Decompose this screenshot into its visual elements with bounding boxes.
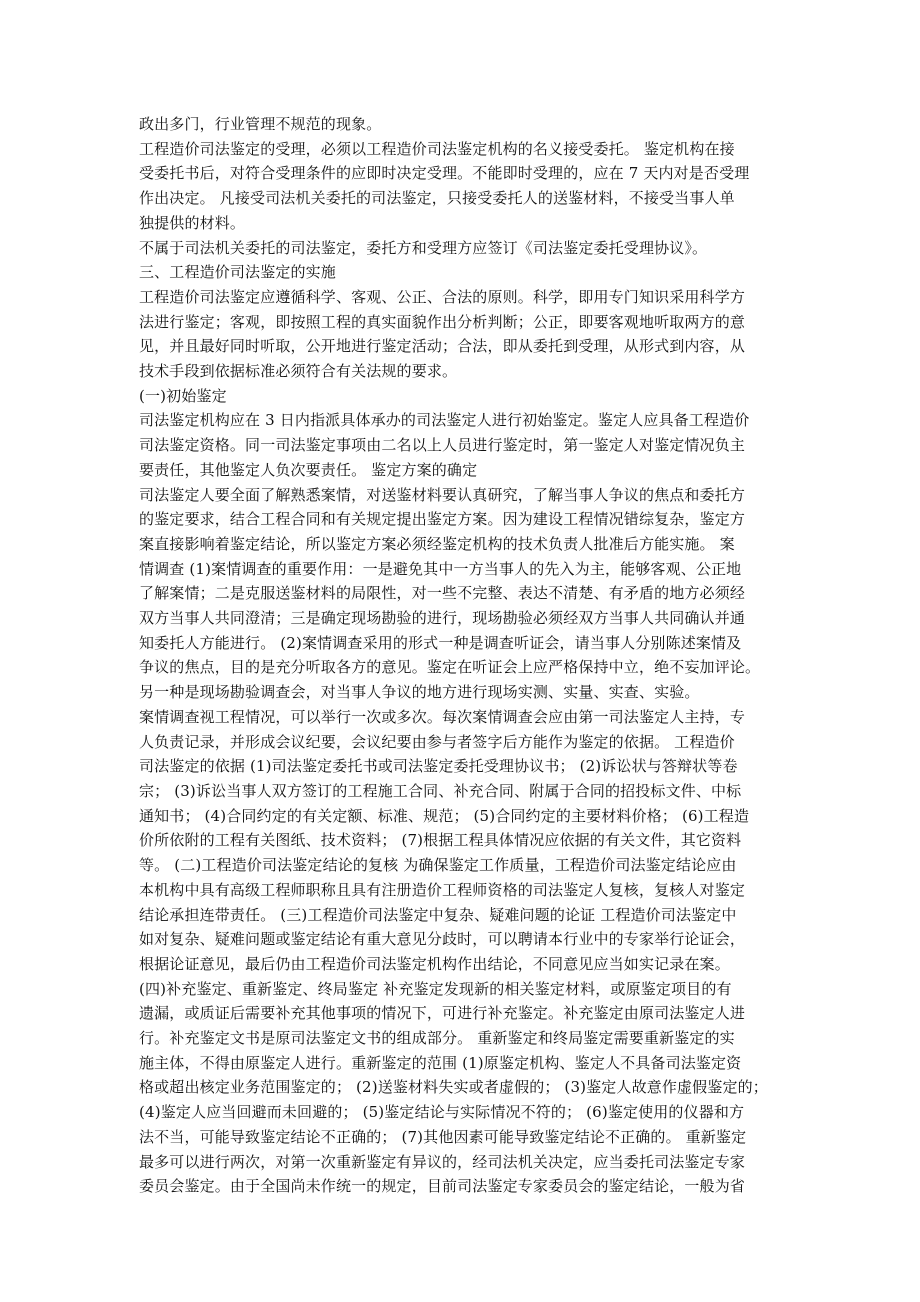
text-line: 遗漏，或质证后需要补充其他事项的情况下，可进行补充鉴定。补充鉴定由原司法鉴定人进 [139,1004,746,1023]
text-line: 工程造价司法鉴定应遵循科学、客观、公正、合法的原则。科学，即用专门知识采用科学方 [139,287,746,306]
text-line: 技术手段到依据标准必须符合有关法规的要求。 [139,362,458,381]
text-line: 工程造价司法鉴定的受理，必须以工程造价司法鉴定机构的名义接受委托。 鉴定机构在接 [139,139,735,158]
text-line: 最多可以进行两次，对第一次重新鉴定有异议的，经司法机关决定，应当委托司法鉴定专家 [139,1152,746,1171]
text-line: 不属于司法机关委托的司法鉴定，委托方和受理方应签订《司法鉴定委托受理协议》。 [139,238,708,257]
document-body [139,112,784,1199]
text-line: 另一种是现场勘验调查会，对当事人争议的地方进行现场实测、实量、实查、实验。 [139,683,700,702]
text-line: 知委托人方能进行。 (2)案情调查采用的形式一种是调查听证会，请当事人分别陈述案情及 [139,633,742,652]
text-line: (四)补充鉴定、重新鉴定、终局鉴定 补充鉴定发现新的相关鉴定材料，或原鉴定项目的有 [139,979,732,998]
text-line: 司法鉴定人要全面了解熟悉案情，对送鉴材料要认真研究，了解当事人争议的焦点和委托方 [139,485,746,504]
text-line: 司法鉴定的依据 (1)司法鉴定委托书或司法鉴定委托受理协议书； (2)诉讼状与答辩状等卷 [139,757,738,776]
text-line: 情调查 (1)案情调查的重要作用：一是避免其中一方当事人的先入为主，能够客观、公正地 [139,559,742,578]
text-line: 了解案情；二是克服送鉴材料的局限性，对一些不完整、表达不清楚、有矛盾的地方必须经 [139,584,746,603]
text-line: 法进行鉴定；客观，即按照工程的真实面貌作出分析判断；公正，即要客观地听取两方的意 [139,312,746,331]
text-line: 宗； (3)诉讼当事人双方签订的工程施工合同、补充合同、附属于合同的招投标文件、中标 [139,781,742,800]
subsection-heading: (一)初始鉴定 [139,386,227,405]
text-line: 根据论证意见，最后仍由工程造价司法鉴定机构作出结论，不同意见应当如实记录在案。 [139,954,730,973]
text-line: 施主体，不得由原鉴定人进行。重新鉴定的范围 (1)原鉴定机构、鉴定人不具备司法鉴定资 [139,1053,742,1072]
text-line: 受委托书后，对符合受理条件的应即时决定受理。不能即时受理的，应在 7 天内对是否受理 [139,164,750,183]
text-line: 法不当，可能导致鉴定结论不正确的； (7)其他因素可能导致鉴定结论不正确的。 重新鉴定 [139,1127,747,1146]
text-line: 如对复杂、疑难问题或鉴定结论有重大意见分歧时，可以聘请本行业中的专家举行论证会， [139,930,746,949]
text-line: 案情调查视工程情况，可以举行一次或多次。每次案情调查会应由第一司法鉴定人主持，专 [139,707,746,726]
text-line: 的鉴定要求，结合工程合同和有关规定提出鉴定方案。因为建设工程情况错综复杂，鉴定方 [139,510,746,529]
text-line: 格或超出核定业务范围鉴定的； (2)送鉴材料失实或者虚假的； (3)鉴定人故意作虚假鉴定的； [139,1078,768,1097]
text-line: 价所依附的工程有关图纸、技术资料； (7)根据工程具体情况应依据的有关文件，其它资料 [139,831,742,850]
text-line: 政出多门，行业管理不规范的现象。 [139,115,382,133]
text-line: (4)鉴定人应当回避而未回避的； (5)鉴定结论与实际情况不符的； (6)鉴定使用的仪器和方 [139,1103,745,1122]
text-line: 案直接影响着鉴定结论，所以鉴定方案必须经鉴定机构的技术负责人批准后方能实施。 案 [139,534,735,553]
text-line: 结论承担连带责任。 (三)工程造价司法鉴定中复杂、疑难问题的论证 工程造价司法鉴定中 [139,905,737,924]
text-line: 司法鉴定资格。同一司法鉴定事项由二名以上人员进行鉴定时，第一鉴定人对鉴定情况负主 [139,436,746,455]
text-line: 委员会鉴定。由于全国尚未作统一的规定，目前司法鉴定专家委员会的鉴定结论，一般为省 [139,1177,746,1196]
text-line: 本机构中具有高级工程师职称且具有注册造价工程师资格的司法鉴定人复核，复核人对鉴定 [139,880,746,899]
text-line: 人负责记录，并形成会议纪要，会议纪要由参与者签字后方能作为鉴定的依据。 工程造价 [139,732,735,751]
section-heading: 三、工程造价司法鉴定的实施 [139,263,336,282]
text-line: 独提供的材料。 [139,213,246,232]
text-line: 行。补充鉴定文书是原司法鉴定文书的组成部分。 重新鉴定和终局鉴定需要重新鉴定的实 [139,1029,735,1048]
text-line: 司法鉴定机构应在 3 日内指派具体承办的司法鉴定人进行初始鉴定。鉴定人应具备工程造价 [139,411,750,430]
text-line: 双方当事人共同澄清；三是确定现场勘验的进行，现场勘验必须经双方当事人共同确认并通 [139,609,746,628]
text-line: 见，并且最好同时听取，公开地进行鉴定活动；合法，即从委托到受理，从形式到内容，从 [139,337,746,356]
text-line: 通知书； (4)合同约定的有关定额、标准、规范； (5)合同约定的主要材料价格； (6)工程造 [139,806,750,825]
text-line: 等。 (二)工程造价司法鉴定结论的复核 为确保鉴定工作质量，工程造价司法鉴定结论应由 [139,856,737,875]
text-line: 争议的焦点，目的是充分听取各方的意见。鉴定在听证会上应严格保持中立，绝不妄加评论。 [139,658,761,677]
text-line: 要责任，其他鉴定人负次要责任。 鉴定方案的确定 [139,460,478,479]
text-line: 作出决定。 凡接受司法机关委托的司法鉴定，只接受委托人的送鉴材料，不接受当事人单 [139,189,735,208]
